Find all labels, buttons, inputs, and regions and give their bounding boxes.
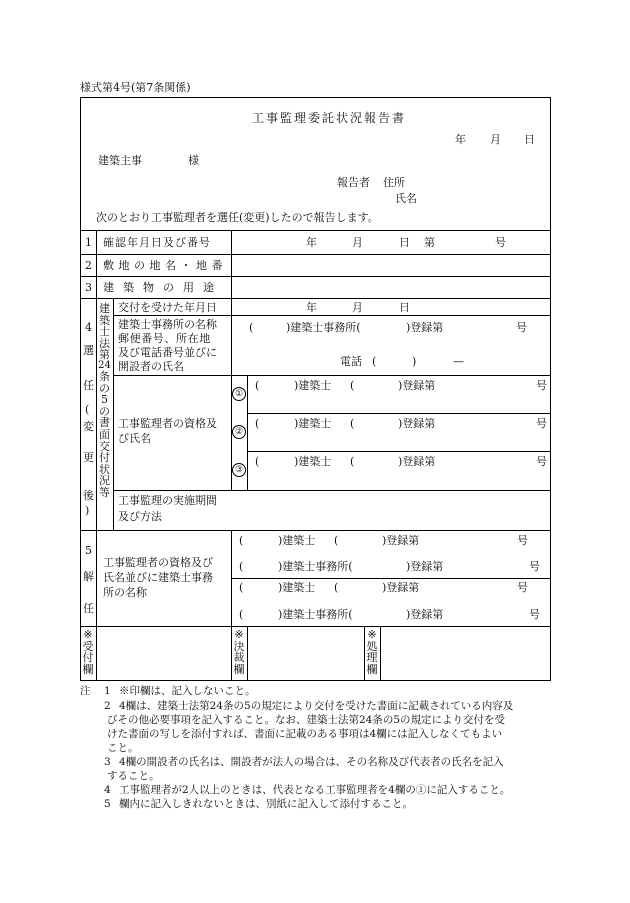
row5-line1-reg: )登録第 [382, 534, 420, 547]
received-label: 交付を受けた年月日 [118, 301, 217, 314]
row4-side-7: ) [85, 504, 90, 517]
rule-bottom-e [96, 626, 97, 681]
row4-side-5: 更 [83, 451, 94, 464]
row2-num: 2 [85, 259, 92, 272]
supervisor-3-open: ( [255, 455, 260, 468]
note-5-line-1: 欄内に記入しきれないときは、別紙に記入して添付すること。 [119, 798, 413, 810]
row5-line3-go: 号 [517, 581, 528, 594]
row1-year: 年 [306, 236, 317, 249]
notes-label: 注 [80, 685, 91, 697]
rule-label-col-top [231, 230, 232, 298]
date-day: 日 [524, 133, 535, 146]
note-2-line-3: けた書面の写しを添付すれば、書面に記載のある事項は4欄には記入しなくてもよい [107, 728, 503, 740]
row1-num: 1 [85, 236, 92, 249]
vt-7: の [99, 381, 110, 395]
vt-12: 交 [99, 439, 110, 453]
row4-side-4: 変 [83, 420, 94, 433]
row5-label-3: 所の名称 [103, 586, 147, 599]
rule-row4-office [113, 375, 551, 376]
statement-text: 次のとおり工事監理者を選任(変更)したので報告します。 [96, 211, 379, 224]
note-4-line-1: 工事監理者が2人以上のときは、代表となる工事監理者を4欄の①に記入すること。 [119, 784, 511, 796]
dec-2: 裁 [233, 651, 245, 665]
office-label-3: 及び電話番号並びに [118, 346, 217, 359]
rule-row2-top [80, 254, 551, 255]
row5-line2-go: 号 [529, 560, 540, 573]
note-5-num: 5 [104, 798, 111, 810]
row3-num: 3 [85, 281, 92, 294]
row4-side-3: ( [85, 403, 90, 416]
vt-3: 法 [99, 336, 110, 350]
rule-bottom-b [247, 626, 248, 681]
date-month: 月 [490, 133, 501, 146]
proc-2: 理 [366, 651, 378, 665]
note-4-num: 4 [104, 784, 111, 796]
row4-side-6: 後 [83, 489, 94, 502]
received-day: 日 [399, 301, 410, 314]
row5-line1-text: )建築士 [278, 534, 316, 547]
addressee-label: 建築主事 [98, 154, 142, 167]
supervisor-2-open: ( [255, 417, 260, 430]
note-3-line-1: 4欄の開設者の氏名は、開設者が法人の場合は、その名称及び代表者の氏名を記入 [119, 756, 504, 768]
row1-dai: 第 [424, 236, 435, 249]
supervisor-3-paren: ( [350, 455, 355, 468]
received-year: 年 [306, 301, 317, 314]
phone-label: 電話 [340, 355, 362, 368]
rule-row1-top [80, 230, 551, 231]
rec-2: 付 [82, 651, 94, 665]
note-3-line-2: すること。 [107, 770, 160, 782]
proc-1: 処 [366, 639, 378, 653]
row4-side-2: 任 [83, 379, 94, 392]
vt-10: 書 [99, 416, 110, 430]
vt-16: 等 [99, 485, 110, 499]
office-label-1: 建築士事務所の名称 [118, 318, 217, 331]
dec-0: ※ [234, 628, 244, 641]
row4-vertical-text [96, 303, 113, 498]
note-2-line-2: びその他必要事項を記入すること。なお、建築士法第24条の5の規定により交付を受 [107, 714, 506, 726]
note-1-num: 1 [104, 685, 111, 697]
row5-line1-open: ( [239, 534, 244, 547]
row5-num: 5 [85, 544, 92, 557]
supervisor-2-mark: ② [232, 425, 246, 439]
supervisor-3-mark: ③ [232, 463, 246, 477]
row1-label: 確認年月日及び番号 [103, 236, 211, 249]
decision-label [231, 629, 247, 675]
vt-6: 条 [99, 370, 110, 384]
row5-line2-open: ( [239, 560, 244, 573]
note-2-line-1: 4欄は、建築士法第24条の5の規定により交付を受けた書面に記載されている内容及 [119, 700, 514, 712]
office-open-paren: ( [249, 321, 254, 334]
rule-bottom-d [380, 626, 381, 681]
supervisor-1-mark: ① [232, 387, 246, 401]
row5-line2-reg: )登録第 [406, 560, 444, 573]
row3-label: 建築物の用途 [103, 281, 223, 294]
received-month: 月 [352, 301, 363, 314]
rule-row4-received [113, 315, 551, 316]
phone-open: ( [372, 355, 377, 368]
vt-9: の [99, 404, 110, 418]
vt-15: 況 [99, 474, 110, 488]
rule-row4-qual [113, 490, 551, 491]
rule-bottom-top [80, 626, 551, 627]
office-go: 号 [516, 321, 527, 334]
qual-label-2: び氏名 [118, 432, 151, 445]
row5-line4-reg: )登録第 [406, 608, 444, 621]
addressee-honorific: 様 [188, 154, 199, 167]
row5-line4-go: 号 [529, 608, 540, 621]
supervisor-1-open: ( [255, 379, 260, 392]
row5-line3-open: ( [239, 581, 244, 594]
row1-day: 日 [399, 236, 410, 249]
office-reg-text: )登録第 [406, 321, 444, 334]
period-label-2: 及び方法 [118, 510, 162, 523]
form-number: 様式第4号(第7条関係) [80, 81, 191, 94]
reporter-name-label: 氏名 [395, 192, 417, 205]
office-name-text: )建築士事務所( [286, 321, 361, 334]
vt-13: 付 [99, 451, 110, 465]
row5-line4-open: ( [239, 608, 244, 621]
phone-dash: — [453, 355, 464, 368]
row5-side-1: 解 [83, 570, 94, 583]
row4-side-1: 選 [83, 344, 94, 357]
rule-row4-vertical-col [113, 298, 114, 530]
qual-label-1: 工事監理者の資格及 [118, 417, 217, 430]
supervisor-1-paren: ( [350, 379, 355, 392]
supervisor-3-arch: )建築士 [294, 455, 332, 468]
period-label-1: 工事監理の実施期間 [118, 494, 217, 507]
reporter-address-label: 住所 [383, 176, 405, 189]
office-label-2: 郵便番号、所在地 [118, 332, 211, 345]
vt-11: 面 [99, 427, 110, 441]
row5-side-2: 任 [83, 602, 94, 615]
row5-line1-go: 号 [517, 534, 528, 547]
dec-3: 欄 [233, 662, 245, 676]
reception-label [80, 629, 96, 675]
row5-line1-paren: ( [334, 534, 339, 547]
form-title: 工事監理委託状況報告書 [252, 111, 407, 125]
rule-row5-mid [231, 578, 551, 579]
supervisor-1-reg: )登録第 [398, 379, 436, 392]
rule-row4-top [80, 298, 551, 299]
office-label-4: 開設者の氏名 [118, 360, 184, 373]
rule-row4-circle-col [247, 375, 248, 490]
date-year: 年 [455, 133, 466, 146]
note-2-line-4: こと。 [107, 742, 139, 754]
supervisor-2-go: 号 [536, 417, 547, 430]
note-3-num: 3 [104, 756, 111, 768]
row5-line2-text: )建築士事務所( [278, 560, 353, 573]
vt-8: 5 [101, 393, 108, 407]
row2-label: 敷地の地名・地番 [103, 259, 227, 272]
rule-row4-sup2 [247, 451, 551, 452]
supervisor-3-go: 号 [536, 455, 547, 468]
supervisor-2-paren: ( [350, 417, 355, 430]
processing-label [364, 629, 380, 675]
supervisor-1-arch: )建築士 [294, 379, 332, 392]
row4-num: 4 [85, 321, 92, 334]
row5-line3-paren: ( [334, 581, 339, 594]
row5-label-2: 氏名並びに建築士事務 [103, 571, 213, 584]
row1-month: 月 [352, 236, 363, 249]
vt-2: 士 [99, 325, 110, 339]
rec-3: 欄 [82, 662, 94, 676]
rec-0: ※ [83, 628, 93, 641]
vt-0: 建 [99, 302, 110, 315]
rec-1: 受 [82, 639, 94, 653]
vt-5: 24 [98, 359, 111, 371]
vt-14: 状 [99, 462, 110, 476]
supervisor-3-reg: )登録第 [398, 455, 436, 468]
rule-row3-top [80, 276, 551, 277]
supervisor-1-go: 号 [536, 379, 547, 392]
note-1-line-1: ※印欄は、記入しないこと。 [119, 685, 256, 697]
rule-row4-sup1 [247, 413, 551, 414]
vt-4: 第 [99, 348, 110, 362]
row1-go: 号 [495, 236, 506, 249]
note-2-num: 2 [104, 700, 111, 712]
rule-row5-top [80, 530, 551, 531]
vt-1: 築 [99, 313, 110, 327]
proc-3: 欄 [366, 662, 378, 676]
phone-close: ) [412, 355, 417, 368]
supervisor-2-arch: )建築士 [294, 417, 332, 430]
row5-line3-text: )建築士 [278, 581, 316, 594]
reporter-label: 報告者 [337, 176, 370, 189]
supervisor-2-reg: )登録第 [398, 417, 436, 430]
dec-1: 決 [233, 639, 245, 653]
row5-label-1: 工事監理者の資格及び [103, 556, 213, 569]
proc-0: ※ [367, 628, 377, 641]
row5-line4-text: )建築士事務所( [278, 608, 353, 621]
row5-line3-reg: )登録第 [382, 581, 420, 594]
